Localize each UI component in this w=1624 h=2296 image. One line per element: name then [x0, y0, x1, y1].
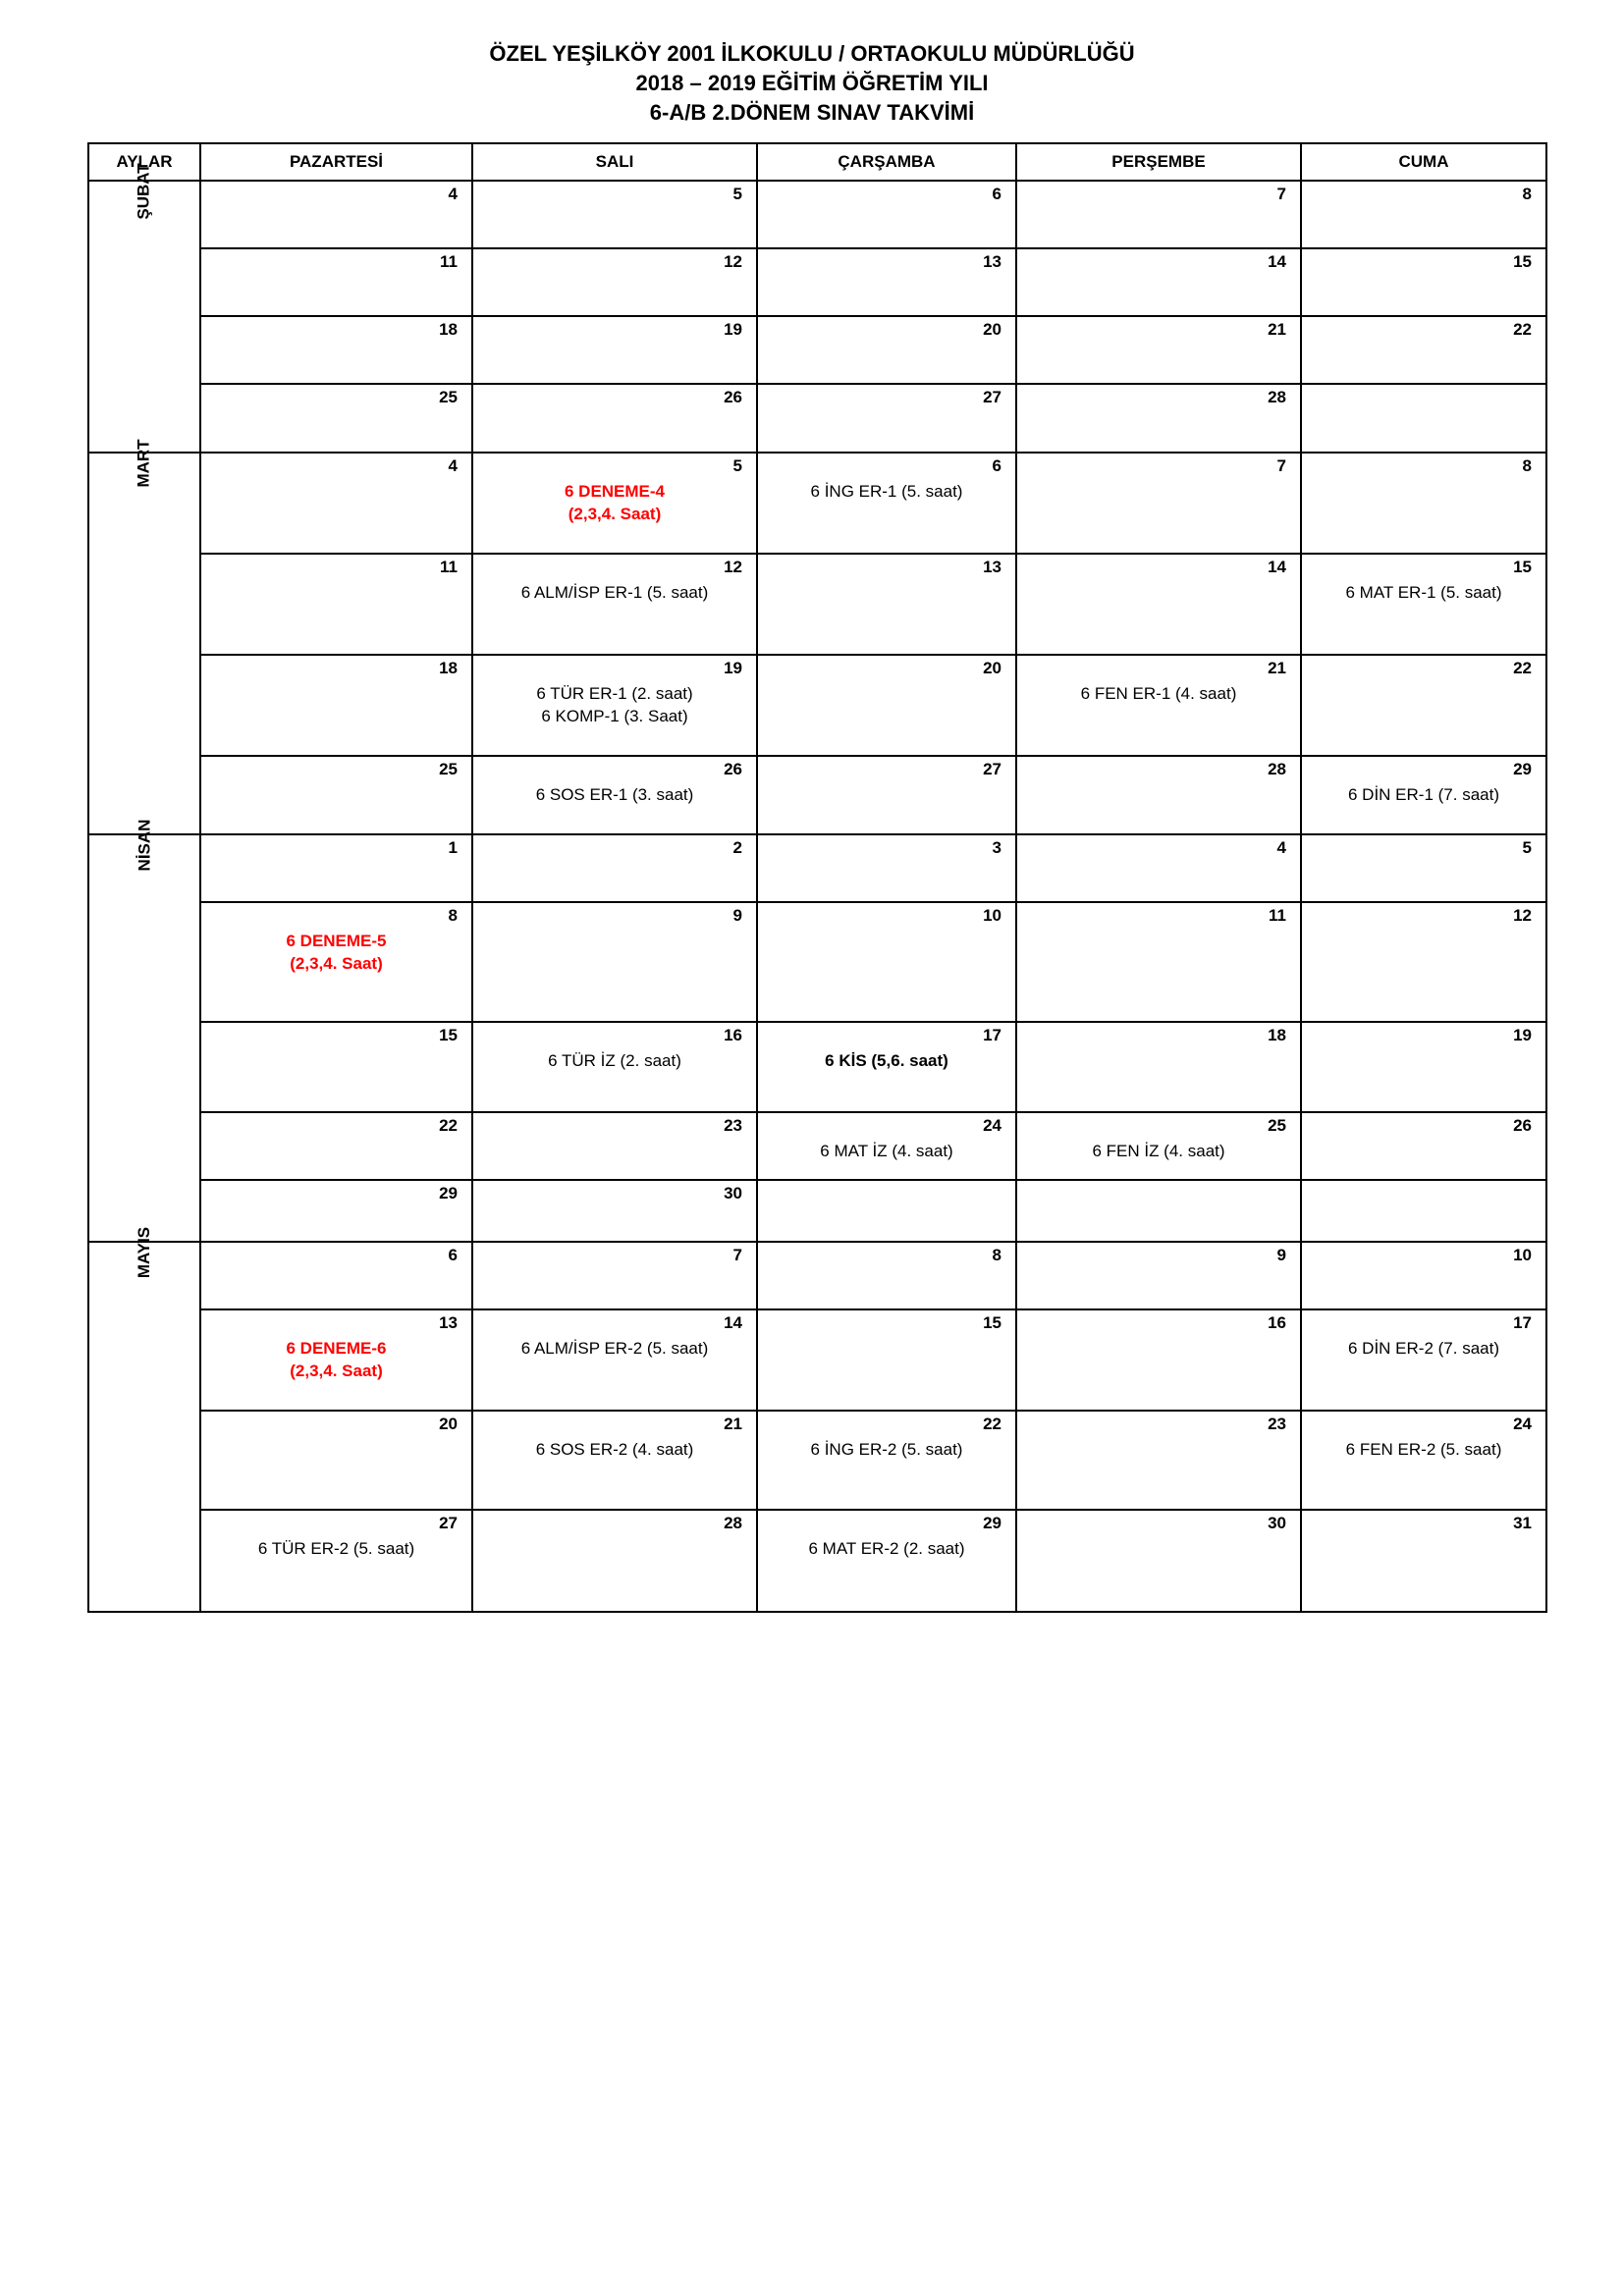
day-cell [1016, 181, 1301, 248]
week-row [88, 1112, 1546, 1180]
exam-entries [473, 555, 756, 604]
day-number: 26 [724, 388, 742, 406]
day-number: 7 [1276, 456, 1286, 475]
day-cell [472, 1112, 757, 1180]
day-cell [757, 902, 1016, 1022]
day-number: 11 [1269, 906, 1286, 925]
day-cell [472, 248, 757, 316]
day-cell [200, 248, 472, 316]
day-cell [1301, 453, 1546, 554]
day-cell [472, 384, 757, 453]
exam-entries [1017, 656, 1300, 705]
day-cell [472, 1242, 757, 1309]
day-number: 24 [1513, 1415, 1532, 1433]
day-number: 7 [1276, 185, 1286, 203]
day-number: 1 [448, 838, 458, 857]
day-number: 18 [439, 320, 458, 339]
exam-calendar-title: 6-A/B 2.DÖNEM SINAV TAKVİMİ [649, 100, 975, 125]
day-number: 7 [732, 1246, 742, 1264]
day-number: 18 [439, 659, 458, 677]
day-cell [1301, 181, 1546, 248]
day-number: 20 [983, 320, 1001, 339]
day-number: 25 [1268, 1116, 1286, 1135]
day-cell [1016, 902, 1301, 1022]
day-number: 20 [983, 659, 1001, 677]
day-cell [200, 554, 472, 655]
day-cell [757, 1411, 1016, 1510]
day-number: 28 [1268, 760, 1286, 778]
day-number: 5 [1522, 838, 1532, 857]
day-cell [757, 1309, 1016, 1411]
col-header-friday: CUMA [1301, 143, 1546, 181]
day-cell [1016, 756, 1301, 834]
day-number: 4 [448, 456, 458, 475]
week-row [88, 1242, 1546, 1309]
day-number: 22 [439, 1116, 458, 1135]
exam-entry: 6 SOS ER-1 (3. saat) [535, 785, 694, 804]
day-cell [472, 1180, 757, 1242]
day-cell [1301, 1242, 1546, 1309]
day-number: 8 [1522, 456, 1532, 475]
day-number: 6 [448, 1246, 458, 1264]
day-number: 4 [448, 185, 458, 203]
day-cell [1016, 655, 1301, 756]
day-number: 21 [1268, 320, 1286, 339]
exam-entries [758, 454, 1015, 503]
exam-entries [1302, 555, 1545, 604]
day-cell [200, 1242, 472, 1309]
document-header [0, 39, 1624, 128]
day-cell [1016, 1309, 1301, 1411]
day-number: 12 [724, 252, 742, 271]
exam-entries [473, 757, 756, 806]
exam-entries [1302, 1310, 1545, 1360]
exam-entries [1302, 757, 1545, 806]
day-number: 13 [983, 558, 1001, 576]
day-number: 11 [440, 252, 458, 271]
day-number: 4 [1276, 838, 1286, 857]
day-number: 8 [448, 906, 458, 925]
exam-entries [758, 1113, 1015, 1162]
day-cell [757, 1510, 1016, 1612]
day-number: 21 [724, 1415, 742, 1433]
day-cell [472, 181, 757, 248]
day-cell [1301, 1309, 1546, 1411]
day-cell [1016, 1510, 1301, 1612]
exam-entry: 6 FEN İZ (4. saat) [1092, 1142, 1225, 1160]
day-number: 25 [439, 388, 458, 406]
day-cell [1016, 1180, 1301, 1242]
day-cell [757, 1180, 1016, 1242]
week-row [88, 756, 1546, 834]
day-number: 5 [732, 185, 742, 203]
day-number: 27 [983, 388, 1001, 406]
day-number: 28 [1268, 388, 1286, 406]
day-cell [1016, 316, 1301, 384]
exam-entries [473, 656, 756, 727]
day-number: 2 [732, 838, 742, 857]
day-number: 29 [983, 1514, 1001, 1532]
day-cell [200, 1112, 472, 1180]
exam-entry: 6 FEN ER-2 (5. saat) [1345, 1440, 1502, 1459]
col-header-thursday: PERŞEMBE [1016, 143, 1301, 181]
day-cell [1301, 384, 1546, 453]
day-number: 16 [1268, 1313, 1286, 1332]
month-label: NİSAN [135, 819, 153, 872]
day-number: 6 [992, 456, 1001, 475]
exam-entry: 6 KOMP-1 (3. Saat) [541, 707, 688, 725]
day-number: 10 [1513, 1246, 1532, 1264]
day-number: 28 [724, 1514, 742, 1532]
day-number: 23 [1268, 1415, 1286, 1433]
month-cell [88, 1226, 200, 1612]
day-number: 3 [992, 838, 1001, 857]
day-cell [200, 1309, 472, 1411]
exam-entry: 6 TÜR ER-2 (5. saat) [257, 1539, 415, 1558]
day-number: 10 [983, 906, 1001, 925]
day-number: 29 [1513, 760, 1532, 778]
month-cell [88, 439, 200, 834]
day-cell [1301, 316, 1546, 384]
exam-entry: 6 TÜR İZ (2. saat) [548, 1051, 681, 1070]
day-cell [472, 1510, 757, 1612]
day-number: 29 [439, 1184, 458, 1202]
day-number: 21 [1268, 659, 1286, 677]
week-row [88, 1411, 1546, 1510]
day-number: 23 [724, 1116, 742, 1135]
col-header-wednesday: ÇARŞAMBA [757, 143, 1016, 181]
day-number: 11 [440, 558, 458, 576]
exam-entry: 6 ALM/İSP ER-1 (5. saat) [520, 583, 709, 602]
exam-entries [758, 1511, 1015, 1560]
day-number: 22 [1513, 659, 1532, 677]
day-number: 15 [983, 1313, 1001, 1332]
day-cell [472, 554, 757, 655]
day-cell [200, 181, 472, 248]
day-cell [1016, 384, 1301, 453]
exam-calendar-table [87, 142, 1547, 1613]
day-cell [757, 756, 1016, 834]
week-row [88, 1309, 1546, 1411]
day-cell [757, 554, 1016, 655]
day-number: 17 [1513, 1313, 1532, 1332]
day-number: 25 [439, 760, 458, 778]
week-row [88, 181, 1546, 248]
day-cell [757, 453, 1016, 554]
day-number: 19 [724, 320, 742, 339]
exam-entry: 6 MAT İZ (4. saat) [820, 1142, 953, 1160]
day-number: 20 [439, 1415, 458, 1433]
day-number: 17 [983, 1026, 1001, 1044]
month-label: MART [134, 439, 153, 488]
day-number: 22 [1513, 320, 1532, 339]
header-row [88, 143, 1546, 181]
day-cell [200, 316, 472, 384]
day-cell [472, 834, 757, 902]
week-row [88, 1022, 1546, 1112]
day-number: 27 [983, 760, 1001, 778]
day-cell [757, 1242, 1016, 1309]
day-cell [200, 384, 472, 453]
day-cell [1301, 834, 1546, 902]
exam-entry: 6 KİS (5,6. saat) [825, 1051, 948, 1070]
day-cell [1016, 1242, 1301, 1309]
exam-entries [473, 454, 756, 525]
day-number: 15 [439, 1026, 458, 1044]
trial-exam-entry: (2,3,4. Saat) [290, 954, 383, 973]
exam-entry: 6 SOS ER-2 (4. saat) [535, 1440, 694, 1459]
day-cell [200, 902, 472, 1022]
day-number: 30 [1268, 1514, 1286, 1532]
week-row [88, 554, 1546, 655]
exam-entries [473, 1412, 756, 1461]
trial-exam-entry: (2,3,4. Saat) [290, 1362, 383, 1380]
day-number: 8 [1522, 185, 1532, 203]
academic-year-title: 2018 – 2019 EĞİTİM ÖĞRETİM YILI [635, 71, 989, 95]
day-cell [757, 384, 1016, 453]
day-cell [472, 1309, 757, 1411]
trial-exam-entry: 6 DENEME-4 [564, 482, 666, 501]
day-number: 13 [439, 1313, 458, 1332]
day-number: 26 [1513, 1116, 1532, 1135]
week-row [88, 1510, 1546, 1612]
exam-entry: 6 İNG ER-1 (5. saat) [810, 482, 963, 501]
day-number: 19 [1513, 1026, 1532, 1044]
day-cell [1016, 1411, 1301, 1510]
day-cell [200, 655, 472, 756]
trial-exam-entry: (2,3,4. Saat) [568, 505, 662, 523]
week-row [88, 655, 1546, 756]
day-cell [1301, 554, 1546, 655]
day-number: 14 [724, 1313, 742, 1332]
day-cell [200, 1510, 472, 1612]
exam-entry: 6 ALM/İSP ER-2 (5. saat) [520, 1339, 709, 1358]
exam-entries [473, 1310, 756, 1360]
day-cell [1301, 248, 1546, 316]
trial-exam-entry: 6 DENEME-5 [286, 932, 387, 950]
day-cell [472, 902, 757, 1022]
day-number: 24 [983, 1116, 1001, 1135]
exam-entries [1302, 1412, 1545, 1461]
school-title: ÖZEL YEŞİLKÖY 2001 İLKOKULU / ORTAOKULU MÜDÜRLÜĞÜ [489, 41, 1135, 66]
day-cell [1301, 1180, 1546, 1242]
day-cell [472, 453, 757, 554]
day-cell [1301, 902, 1546, 1022]
day-number: 6 [992, 185, 1001, 203]
exam-entries [758, 1023, 1015, 1072]
week-row [88, 1180, 1546, 1242]
day-number: 15 [1513, 558, 1532, 576]
month-cell [88, 819, 200, 1242]
month-label: MAYIS [135, 1226, 153, 1279]
exam-entry: 6 MAT ER-1 (5. saat) [1345, 583, 1502, 602]
day-cell [1016, 834, 1301, 902]
day-cell [200, 1411, 472, 1510]
day-number: 5 [732, 456, 742, 475]
exam-entries [201, 1310, 471, 1382]
day-cell [1016, 1022, 1301, 1112]
week-row [88, 248, 1546, 316]
col-header-tuesday: SALI [472, 143, 757, 181]
day-cell [1301, 1112, 1546, 1180]
week-row [88, 453, 1546, 554]
day-cell [757, 181, 1016, 248]
day-number: 22 [983, 1415, 1001, 1433]
day-cell [757, 248, 1016, 316]
day-cell [757, 655, 1016, 756]
day-cell [757, 316, 1016, 384]
day-number: 13 [983, 252, 1001, 271]
day-cell [1016, 248, 1301, 316]
week-row [88, 834, 1546, 902]
day-cell [757, 1022, 1016, 1112]
day-number: 26 [724, 760, 742, 778]
day-number: 14 [1268, 252, 1286, 271]
day-number: 9 [732, 906, 742, 925]
day-number: 30 [724, 1184, 742, 1202]
exam-entry: 6 TÜR ER-1 (2. saat) [536, 684, 693, 703]
day-number: 16 [724, 1026, 742, 1044]
exam-entries [201, 1511, 471, 1560]
day-cell [200, 756, 472, 834]
day-cell [1301, 756, 1546, 834]
day-number: 14 [1268, 558, 1286, 576]
day-cell [1301, 1022, 1546, 1112]
exam-entry: 6 DİN ER-2 (7. saat) [1348, 1339, 1499, 1358]
day-cell [1301, 1510, 1546, 1612]
day-cell [472, 756, 757, 834]
day-cell [200, 453, 472, 554]
month-label: ŞUBAT [134, 163, 153, 220]
day-number: 15 [1513, 252, 1532, 271]
exam-entry: 6 FEN ER-1 (4. saat) [1080, 684, 1237, 703]
day-number: 8 [992, 1246, 1001, 1264]
day-number: 12 [724, 558, 742, 576]
col-header-months: AYLAR [88, 143, 200, 181]
exam-entries [758, 1412, 1015, 1461]
day-cell [1301, 655, 1546, 756]
day-cell [1301, 1411, 1546, 1510]
day-cell [1016, 554, 1301, 655]
day-cell [472, 655, 757, 756]
col-header-monday: PAZARTESİ [200, 143, 472, 181]
day-number: 27 [439, 1514, 458, 1532]
month-cell [88, 163, 200, 453]
week-row [88, 902, 1546, 1022]
exam-entries [201, 903, 471, 975]
exam-entries [1017, 1113, 1300, 1162]
week-row [88, 384, 1546, 453]
day-cell [1016, 1112, 1301, 1180]
exam-entry: 6 MAT ER-2 (2. saat) [808, 1539, 965, 1558]
exam-entry: 6 DİN ER-1 (7. saat) [1348, 785, 1499, 804]
trial-exam-entry: 6 DENEME-6 [286, 1339, 387, 1358]
day-number: 19 [724, 659, 742, 677]
exam-entries [473, 1023, 756, 1072]
exam-entry: 6 İNG ER-2 (5. saat) [810, 1440, 963, 1459]
day-cell [1016, 453, 1301, 554]
day-cell [472, 1411, 757, 1510]
week-row [88, 316, 1546, 384]
day-number: 12 [1513, 906, 1532, 925]
day-cell [757, 834, 1016, 902]
day-cell [200, 1180, 472, 1242]
day-number: 18 [1268, 1026, 1286, 1044]
day-cell [472, 316, 757, 384]
day-number: 9 [1276, 1246, 1286, 1264]
day-cell [200, 834, 472, 902]
day-cell [472, 1022, 757, 1112]
day-cell [200, 1022, 472, 1112]
day-number: 31 [1513, 1514, 1532, 1532]
day-cell [757, 1112, 1016, 1180]
